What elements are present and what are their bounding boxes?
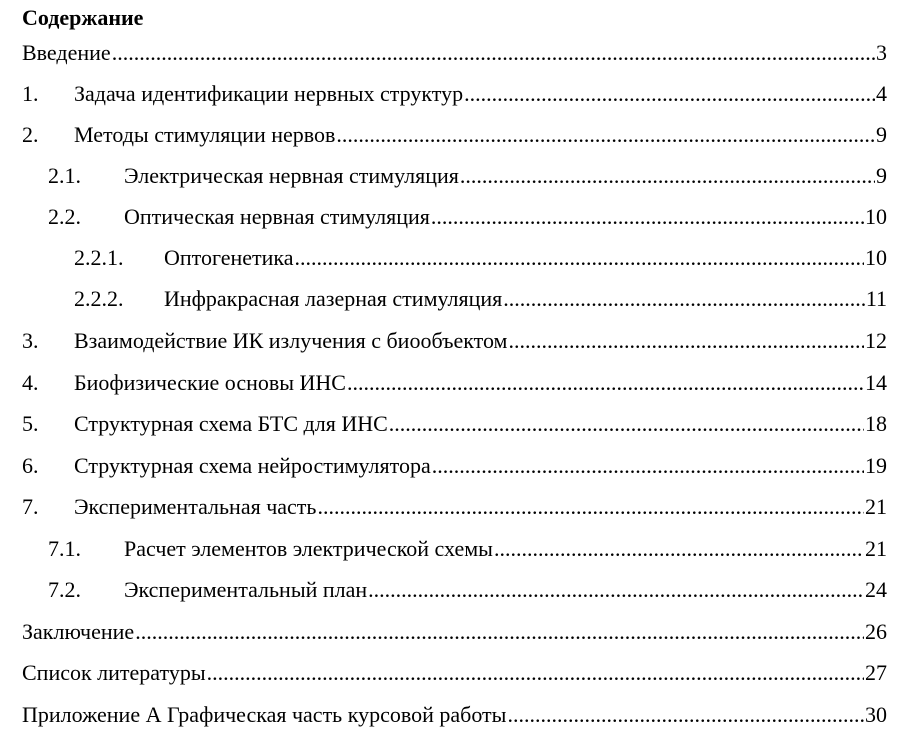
toc-entry-number: 2.2.	[48, 204, 81, 229]
toc-entry-number: 2.2.1.	[74, 245, 124, 270]
toc-entry-2[interactable]	[0, 120, 908, 150]
toc-entry-page: 10	[865, 245, 887, 270]
toc-entry-number: 7.2.	[48, 577, 81, 602]
toc-dot-leader	[207, 658, 864, 688]
toc-entry-page: 18	[865, 411, 887, 436]
toc-dot-leader	[389, 409, 864, 439]
toc-entry-conclusion[interactable]	[0, 617, 908, 647]
toc-entry-appendix-a[interactable]	[0, 700, 908, 730]
toc-entry-text: Введение	[22, 40, 111, 65]
toc-entry-page: 26	[865, 619, 887, 644]
toc-entry-text: Расчет элементов электрической схемы	[124, 536, 493, 561]
toc-entry-number: 7.1.	[48, 536, 81, 561]
toc-dot-leader	[347, 368, 864, 398]
toc-entry-page: 12	[865, 328, 887, 353]
toc-entry-number: 3.	[22, 328, 39, 353]
toc-entry-text: Оптическая нервная стимуляция	[124, 204, 430, 229]
toc-entry-text: Биофизические основы ИНС	[74, 370, 346, 395]
toc-entry-page: 27	[865, 660, 887, 685]
toc-entry-1[interactable]	[0, 79, 908, 109]
toc-entry-number: 2.1.	[48, 163, 81, 188]
toc-entry-page: 19	[865, 453, 887, 478]
toc-entry-text: Оптогенетика	[164, 245, 294, 270]
toc-entry-2-1[interactable]	[0, 161, 908, 191]
toc-dot-leader	[494, 534, 864, 564]
toc-entry-introduction[interactable]	[0, 38, 908, 68]
toc-dot-leader	[135, 617, 864, 647]
toc-entry-page: 10	[865, 204, 887, 229]
toc-entry-page: 3	[876, 40, 887, 65]
toc-entry-number: 5.	[22, 411, 39, 436]
toc-entry-page: 21	[865, 536, 887, 561]
toc-entry-page: 9	[876, 163, 887, 188]
toc-dot-leader	[464, 79, 875, 109]
toc-entry-text: Заключение	[22, 619, 135, 644]
toc-entry-text: Экспериментальная часть	[74, 494, 317, 519]
toc-entry-page: 9	[876, 122, 887, 147]
toc-entry-text: Приложение А Графическая часть курсовой работы	[22, 702, 507, 727]
toc-entry-text: Взаимодействие ИК излучения с биообъектом	[74, 328, 508, 353]
toc-entry-page: 11	[865, 286, 887, 311]
toc-entry-number: 2.2.2.	[74, 286, 124, 311]
toc-entry-page: 21	[865, 494, 887, 519]
toc-title: Содержание	[22, 5, 144, 30]
toc-entry-references[interactable]	[0, 658, 908, 688]
toc-entry-text: Задача идентификации нервных структур	[74, 81, 464, 106]
toc-entry-6[interactable]	[0, 451, 908, 481]
toc-entry-7-2[interactable]	[0, 575, 908, 605]
toc-entry-text: Список литературы	[22, 660, 206, 685]
toc-entry-5[interactable]	[0, 409, 908, 439]
toc-dot-leader	[317, 492, 864, 522]
toc-entry-page: 24	[865, 577, 887, 602]
toc-entry-2-2-2[interactable]	[0, 284, 908, 314]
toc-dot-leader	[460, 161, 875, 191]
toc-entry-page: 14	[865, 370, 887, 395]
toc-entry-number: 1.	[22, 81, 39, 106]
toc-entry-page: 4	[876, 81, 887, 106]
toc-dot-leader	[508, 326, 864, 356]
toc-entry-text: Методы стимуляции нервов	[74, 122, 336, 147]
toc-entry-2-2[interactable]	[0, 202, 908, 232]
toc-entry-text: Структурная схема БТС для ИНС	[74, 411, 388, 436]
toc-entry-text: Инфракрасная лазерная стимуляция	[164, 286, 503, 311]
toc-dot-leader	[431, 202, 864, 232]
toc-dot-leader	[507, 700, 864, 730]
toc-dot-leader	[112, 38, 875, 68]
toc-entry-3[interactable]	[0, 326, 908, 356]
toc-entry-text: Структурная схема нейростимулятора	[74, 453, 431, 478]
toc-entry-7[interactable]	[0, 492, 908, 522]
toc-entry-4[interactable]	[0, 368, 908, 398]
toc-entry-2-2-1[interactable]	[0, 243, 908, 273]
toc-entry-number: 4.	[22, 370, 39, 395]
toc-entry-text: Экспериментальный план	[124, 577, 368, 602]
toc-dot-leader	[336, 120, 875, 150]
toc-entry-text: Электрическая нервная стимуляция	[124, 163, 459, 188]
toc-entry-number: 7.	[22, 494, 39, 519]
toc-entry-number: 2.	[22, 122, 39, 147]
toc-entry-number: 6.	[22, 453, 39, 478]
toc-entry-page: 30	[865, 702, 887, 727]
toc-dot-leader	[432, 451, 864, 481]
toc-dot-leader	[295, 243, 864, 273]
toc-dot-leader	[503, 284, 865, 314]
toc-dot-leader	[368, 575, 864, 605]
toc-entry-7-1[interactable]	[0, 534, 908, 564]
